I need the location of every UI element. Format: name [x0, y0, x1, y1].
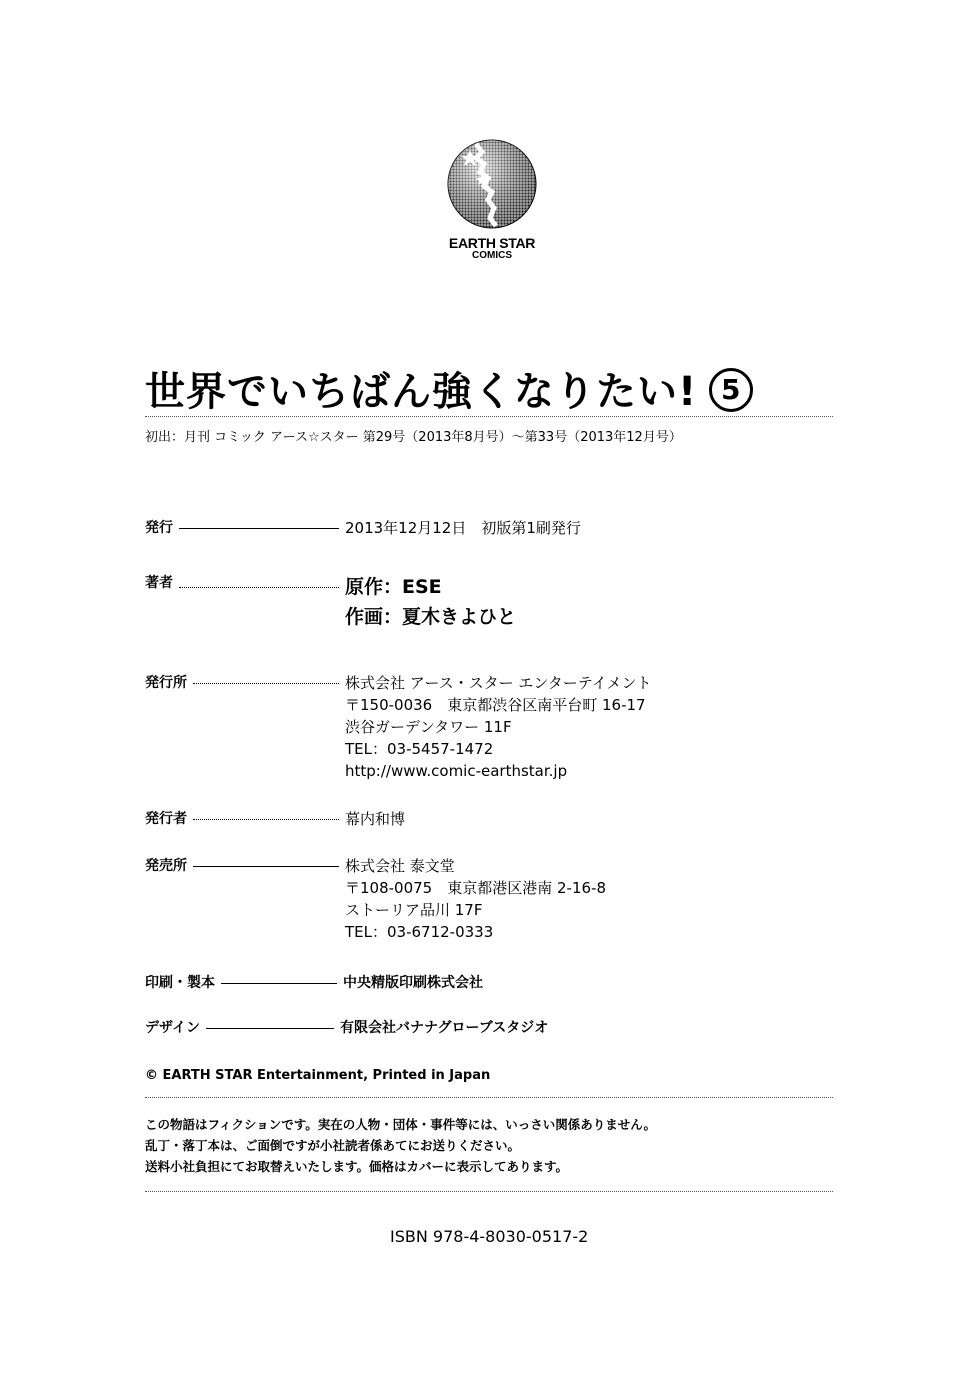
illustrator: 作画：夏木きよひと	[345, 606, 517, 628]
row-design	[145, 1017, 548, 1039]
globe-icon	[446, 138, 538, 230]
office-address: 〒150-0036 東京都渋谷区南平台町 16-17	[345, 696, 646, 714]
divider	[145, 1191, 833, 1192]
divider	[145, 416, 833, 417]
original-author: 原作：ESE	[345, 576, 442, 598]
label-publisher: 発行者	[145, 811, 187, 827]
book-title-text: 世界でいちばん強くなりたい!	[145, 369, 698, 415]
serialization-info: 初出：月刊 コミック アース☆スター 第29号（2013年8月号）〜第33号（2013年12月号）	[145, 430, 682, 445]
label-distributor: 発売所	[145, 858, 187, 874]
note-shipping: 送料小社負担にてお取替えいたします。価格はカバーに表示してあります。	[145, 1159, 569, 1174]
isbn: ISBN 978-4-8030-0517-2	[390, 1227, 589, 1246]
copyright-line: © EARTH STAR Entertainment, Printed in Japan	[145, 1068, 491, 1083]
leader-line	[193, 866, 339, 867]
label-publish: 発行	[145, 520, 173, 536]
logo-line2: COMICS	[472, 250, 512, 261]
row-printing	[145, 972, 483, 994]
office-url: http://www.comic-earthstar.jp	[345, 762, 568, 780]
label-publisher-office: 発行所	[145, 675, 187, 691]
row-distributor	[145, 855, 606, 943]
distributor-building: ストーリア品川 17F	[345, 901, 483, 919]
office-building: 渋谷ガーデンタワー 11F	[345, 718, 512, 736]
distributor-address: 〒108-0075 東京都港区港南 2-16-8	[345, 879, 606, 897]
note-fiction: この物語はフィクションです。実在の人物・団体・事件等には、いっさい関係ありません。	[145, 1117, 657, 1132]
leader-line	[193, 819, 339, 820]
row-author	[145, 572, 516, 632]
divider	[145, 1097, 833, 1098]
designer-name: 有限会社バナナグローブスタジオ	[340, 1020, 549, 1036]
volume-badge: 5	[709, 368, 753, 412]
label-author: 著者	[145, 575, 173, 591]
note-defect: 乱丁・落丁本は、ご面倒ですが小社読者係あてにお送りください。	[145, 1138, 521, 1153]
publisher-name: 幕内和博	[345, 810, 406, 828]
distributor-name: 株式会社 泰文堂	[345, 857, 455, 875]
publish-date: 2013年12月12日 初版第1刷発行	[345, 519, 581, 537]
label-printing: 印刷・製本	[145, 975, 215, 991]
leader-line	[221, 983, 337, 984]
leader-line	[179, 587, 339, 588]
leader-line	[179, 528, 339, 529]
leader-line	[193, 683, 339, 684]
office-tel: TEL：03-5457-1472	[345, 740, 494, 758]
row-publisher	[145, 808, 405, 830]
row-publisher-office	[145, 672, 652, 782]
logo-line1: EARTH STAR	[448, 235, 536, 251]
distributor-tel: TEL：03-6712-0333	[345, 923, 494, 941]
leader-line	[206, 1028, 334, 1029]
printer-name: 中央精版印刷株式会社	[343, 975, 483, 991]
book-title	[145, 360, 753, 417]
earth-star-comics-logo	[432, 138, 552, 261]
row-publish-date	[145, 517, 581, 539]
legal-notes	[145, 1114, 656, 1177]
label-design: デザイン	[145, 1020, 201, 1036]
office-name: 株式会社 アース・スター エンターテイメント	[345, 674, 652, 692]
